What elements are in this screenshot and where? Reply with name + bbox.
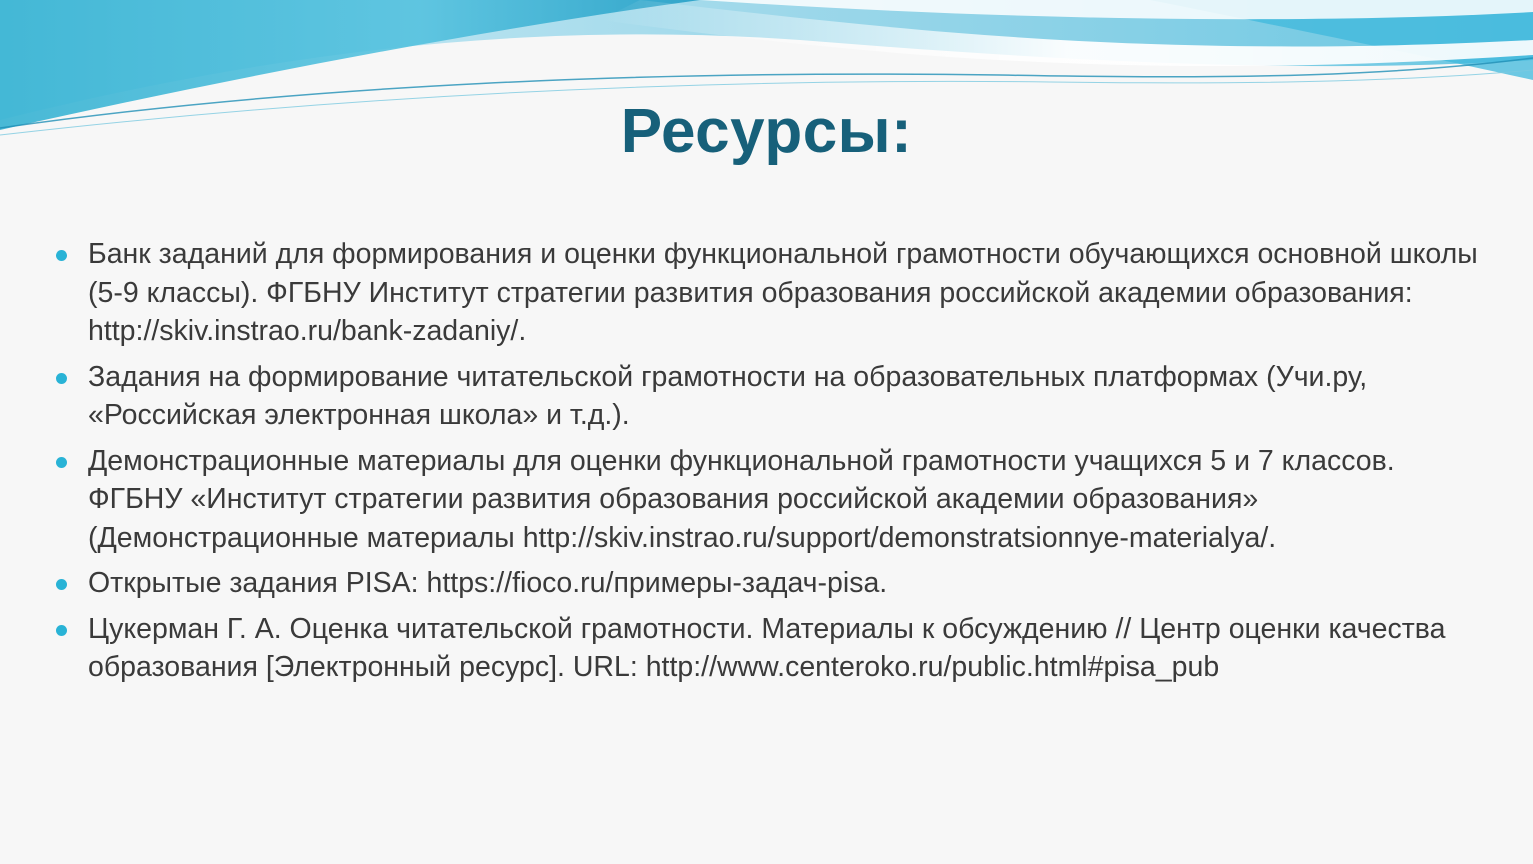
list-item <box>88 564 1478 603</box>
list-item <box>88 610 1478 687</box>
bullet-icon <box>56 373 67 384</box>
slide-title: Ресурсы: <box>620 97 913 166</box>
list-item <box>88 235 1478 351</box>
list-item-text: Цукерман Г. А. Оценка читательской грамотности. Материалы к обсуждению // Центр оценки качества образования [Электронный ресурс]. URL: http://www.centeroko.ru/public.html#pisa_pub <box>88 612 1446 683</box>
list-item-text: Открытые задания PISA: https://fioco.ru/примеры-задач-pisa. <box>88 567 888 599</box>
resource-list <box>88 235 1478 694</box>
bullet-icon <box>56 625 67 636</box>
list-item-text: Задания на формирование читательской грамотности на образовательных платформах (Учи.ру, «Российская электронная школа» и т.д.). <box>88 360 1368 431</box>
list-item-text: Демонстрационные материалы для оценки функциональной грамотности учащихся 5 и 7 классов. ФГБНУ «Институт стратегии развития образования российской академии образования» (Демонстрационные материалы http://skiv.instrao.ru/support/demonstratsionnye-materialya/. <box>88 444 1395 554</box>
bullet-icon <box>56 250 67 261</box>
list-item <box>88 358 1478 435</box>
list-item <box>88 442 1478 558</box>
list-item-text: Банк заданий для формирования и оценки функциональной грамотности обучающихся основной школы (5-9 классы). ФГБНУ Институт стратегии развития образования российской академии образования: http://skiv.instrao.ru/bank-zadaniy/. <box>88 238 1478 347</box>
bullet-icon <box>56 457 67 468</box>
bullet-icon <box>56 579 67 590</box>
